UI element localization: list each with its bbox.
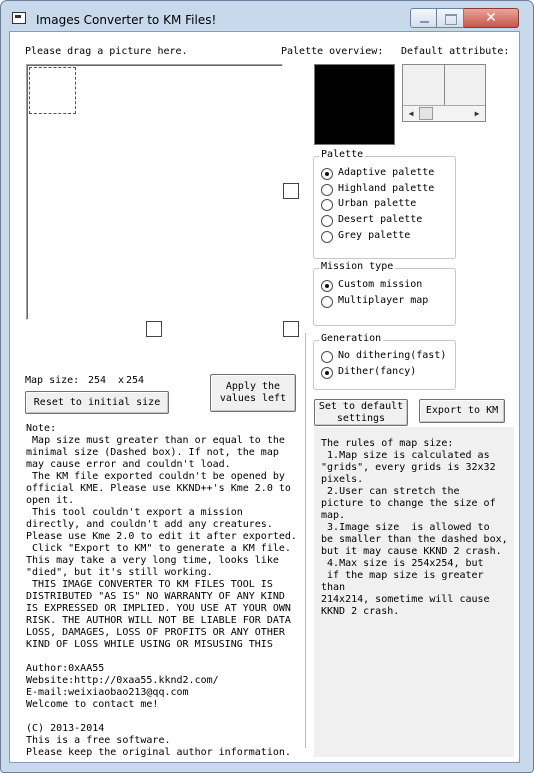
scroll-left-icon[interactable]: ◀	[408, 109, 414, 118]
resize-handle-corner[interactable]	[283, 321, 299, 337]
map-size-label: Map size:	[25, 375, 80, 386]
palette-preview	[314, 64, 395, 145]
attribute-tile	[403, 65, 445, 107]
radio-button[interactable]	[321, 199, 333, 211]
drag-label: Please drag a picture here.	[25, 46, 188, 57]
app-icon	[12, 12, 26, 24]
export-to-km-button[interactable]	[419, 399, 505, 423]
radio-button[interactable]	[321, 351, 333, 363]
radio-button[interactable]	[321, 296, 333, 308]
close-icon: ✕	[485, 10, 497, 26]
radio-button[interactable]	[321, 367, 333, 379]
map-width-input[interactable]	[87, 373, 115, 388]
reset-size-button[interactable]	[25, 391, 169, 414]
palette-group	[313, 149, 456, 259]
close-button[interactable]	[464, 8, 519, 28]
radio-button[interactable]	[321, 280, 333, 292]
radio-label: Custom mission	[338, 279, 423, 290]
set-default-settings-button[interactable]	[314, 399, 408, 426]
minimize-button[interactable]	[410, 8, 437, 28]
map-size-separator: x	[118, 375, 125, 386]
window-title: Images Converter to KM Files!	[36, 13, 217, 27]
radio-button[interactable]	[321, 184, 333, 196]
maximize-button[interactable]	[437, 8, 464, 28]
picture-drop-area[interactable]	[26, 64, 283, 320]
resize-handle-right[interactable]	[283, 183, 299, 199]
map-size-rules-text: The rules of map size: 1.Map size is calculated as "grids", every grids is 32x32 pixels. 2.User can stretch the picture to change the size of map. 3.Image size is allowed to be smaller than the dashed box, but it may cause KKND 2 crash. 4.Max size is 254x254, but if the map size is greater than 214x214, sometime will cause KKND 2 crash.	[321, 438, 508, 617]
radio-button[interactable]	[321, 168, 333, 180]
default-attribute-view[interactable]	[402, 64, 486, 122]
radio-label: Urban palette	[338, 198, 417, 209]
radio-button[interactable]	[321, 231, 333, 243]
radio-label: Grey palette	[338, 230, 411, 241]
radio-label: Highland palette	[338, 183, 435, 194]
client-area	[9, 31, 520, 763]
minimal-size-box	[29, 67, 76, 114]
radio-button[interactable]	[321, 215, 333, 227]
reset-size-label: Reset to initial size	[33, 396, 161, 408]
vertical-divider	[305, 333, 306, 748]
note-text: Note: Map size must greater than or equal to the minimal size (Dashed box). If not, the map may cause error and couldn't load. The KM file exported couldn't be opened by official KME. Please use KKND++'s Kme 2.0 to open it. This tool couldn't export a mission directly, and couldn't add any creatures. Please use Kme 2.0 to edit it after exported. Click "Export to KM" to generate a KM file. This may take a very long time, looks like "died", but it's still working. THIS IMAGE CONVERTER TO KM FILES TOOL IS DISTRIBUTED "AS IS" NO WARRANTY OF ANY KIND IS EXPRESSED OR IMPLIED. YOU USE AT YOUR OWN RISK. THE AUTHOR WILL NOT BE LIABLE FOR DATA LOSS, DAMAGES, LOSS OF PROFITS OR ANY OTHER KIND OF LOSS WHILE USING OR MISUSING THIS Author:0xAA55 Website:http://0xaa55.kknd2.com/ E-mail:weixiaobao213@qq.com Welcome to contact me! (C) 2013-2014 This is a free software. Please keep the original author information.	[26, 423, 297, 758]
resize-handle-bottom[interactable]	[146, 321, 162, 337]
export-to-km-label: Export to KM	[425, 405, 499, 416]
radio-label: No dithering(fast)	[338, 350, 447, 361]
scroll-right-icon[interactable]: ▶	[474, 109, 480, 118]
radio-label: Dither(fancy)	[338, 366, 417, 377]
apply-values-button[interactable]	[210, 374, 296, 412]
generation-legend: Generation	[321, 333, 382, 344]
apply-values-label: Apply the values left	[219, 381, 287, 404]
radio-label: Multiplayer map	[338, 295, 429, 306]
radio-label: Adaptive palette	[338, 167, 435, 178]
palette-overview-label: Palette overview:	[281, 46, 384, 57]
rules-panel	[314, 427, 514, 757]
default-attribute-label: Default attribute:	[401, 46, 510, 57]
horizontal-scrollbar[interactable]	[403, 105, 485, 121]
generation-group	[313, 333, 456, 390]
title-bar[interactable]	[1, 1, 533, 31]
radio-label: Desert palette	[338, 214, 423, 225]
map-height-input[interactable]	[125, 373, 157, 388]
mission-type-legend: Mission type	[321, 261, 394, 272]
palette-legend: Palette	[321, 149, 364, 160]
scroll-thumb[interactable]	[419, 107, 433, 120]
mission-type-group	[313, 261, 456, 326]
set-default-settings-label: Set to default settings	[318, 400, 404, 424]
